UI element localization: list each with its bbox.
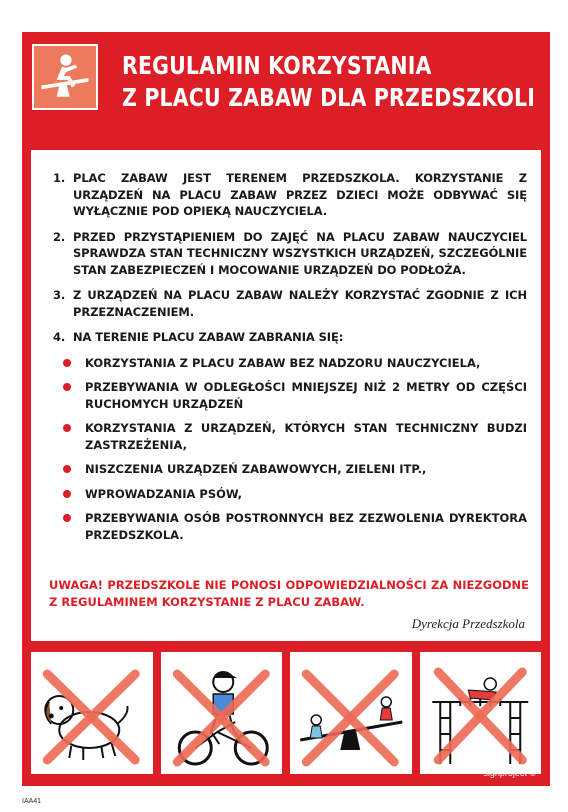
rule-item (53, 329, 527, 346)
sign-board (22, 32, 550, 786)
prohibition-item (63, 510, 527, 543)
prohibitions-list (63, 355, 527, 544)
rule-text: PLAC ZABAW JEST TERENEM PRZEDSZKOLA. KORZYSTANIE Z URZĄDZEŃ NA PLACU ZABAW PRZEZ DZIECI MOŻE ODBYWAĆ SIĘ WYŁĄCZNIE POD OPIEKĄ NAUCZYCIELA. (73, 171, 527, 218)
rules-panel (31, 150, 541, 641)
prohibition-text: NISZCZENIA URZĄDZEŃ ZABAWOWYCH, ZIELENI ITP., (85, 462, 427, 476)
prohibition-item (63, 420, 527, 453)
page-title (122, 50, 535, 114)
bullet-dot-icon (63, 383, 71, 391)
rule-item (53, 229, 527, 279)
prohibitions-container (53, 355, 527, 544)
prohibition-item (63, 355, 527, 372)
rule-number: 1. (53, 171, 66, 185)
brand-label: signproject © (483, 768, 536, 778)
prohibition-text: PRZEBYWANIA W ODLEGŁOŚCI MNIEJSZEJ NIŻ 2 METRY OD CZĘŚCI RUCHOMYCH URZĄDZEŃ (85, 380, 527, 411)
prohibition-text: KORZYSTANIA Z PLACU ZABAW BEZ NADZORU NAUCZYCIELA, (85, 355, 481, 370)
climbing-frame-prohibited-icon (420, 652, 542, 774)
prohibition-item (63, 461, 527, 478)
dog-prohibited-icon (31, 652, 153, 774)
prohibition-item (63, 379, 527, 412)
prohibition-text: PRZEBYWANIA OSÓB POSTRONNYCH BEZ ZEZWOLENIA DYREKTORA PRZEDSZKOLA. (85, 511, 527, 542)
warning-text: UWAGA! PRZEDSZKOLE NIE PONOSI ODPOWIEDZIALNOŚCI ZA NIEZGODNE Z REGULAMINEM KORZYSTANIE Z PLACU ZABAW. (49, 578, 529, 609)
bicycle-prohibited-icon (161, 652, 283, 774)
bullet-dot-icon (63, 490, 71, 498)
playground-seesaw-icon (32, 44, 98, 110)
rule-text: NA TERENIE PLACU ZABAW ZABRANIA SIĘ: (73, 330, 344, 344)
rules-list (53, 170, 527, 551)
bullet-dot-icon (63, 465, 71, 473)
rule-number: 3. (53, 288, 66, 302)
rule-text: Z URZĄDZEŃ NA PLACU ZABAW NALEŻY KORZYSTAĆ ZGODNIE Z ICH PRZEZNACZENIEM. (73, 288, 527, 319)
pictogram-row (31, 652, 541, 774)
title-line-1: REGULAMIN KORZYSTANIA (122, 51, 432, 80)
prohibition-text: WPROWADZANIA PSÓW, (85, 486, 243, 501)
rule-number: 2. (53, 229, 66, 244)
bullet-dot-icon (63, 514, 71, 522)
rule-text: PRZED PRZYSTĄPIENIEM DO ZAJĘĆ NA PLACU ZABAW NAUCZYCIEL SPRAWDZA STAN TECHNICZNY WSZYSTKICH URZĄDZEŃ, SZCZEGÓLNIE STAN ZABEZPIECZEŃ I MOCOWANIE URZĄDZEŃ DO PODŁOŻA. (73, 229, 527, 277)
seesaw-prohibited-icon (290, 652, 412, 774)
bullet-dot-icon (63, 424, 71, 432)
product-code: IAA41 (22, 798, 42, 805)
rule-number: 4. (53, 330, 66, 344)
rule-item (53, 287, 527, 320)
signature: Dyrekcja Przedszkola (411, 616, 525, 631)
title-line-2: Z PLACU ZABAW DLA PRZEDSZKOLI (122, 83, 536, 112)
bullet-dot-icon (63, 359, 71, 367)
prohibition-item (63, 486, 527, 503)
prohibition-text: KORZYSTANIA Z URZĄDZEŃ, KTÓRYCH STAN TECHNICZNY BUDZI ZASTRZEŻENIA, (85, 421, 527, 452)
rule-item (53, 170, 527, 220)
